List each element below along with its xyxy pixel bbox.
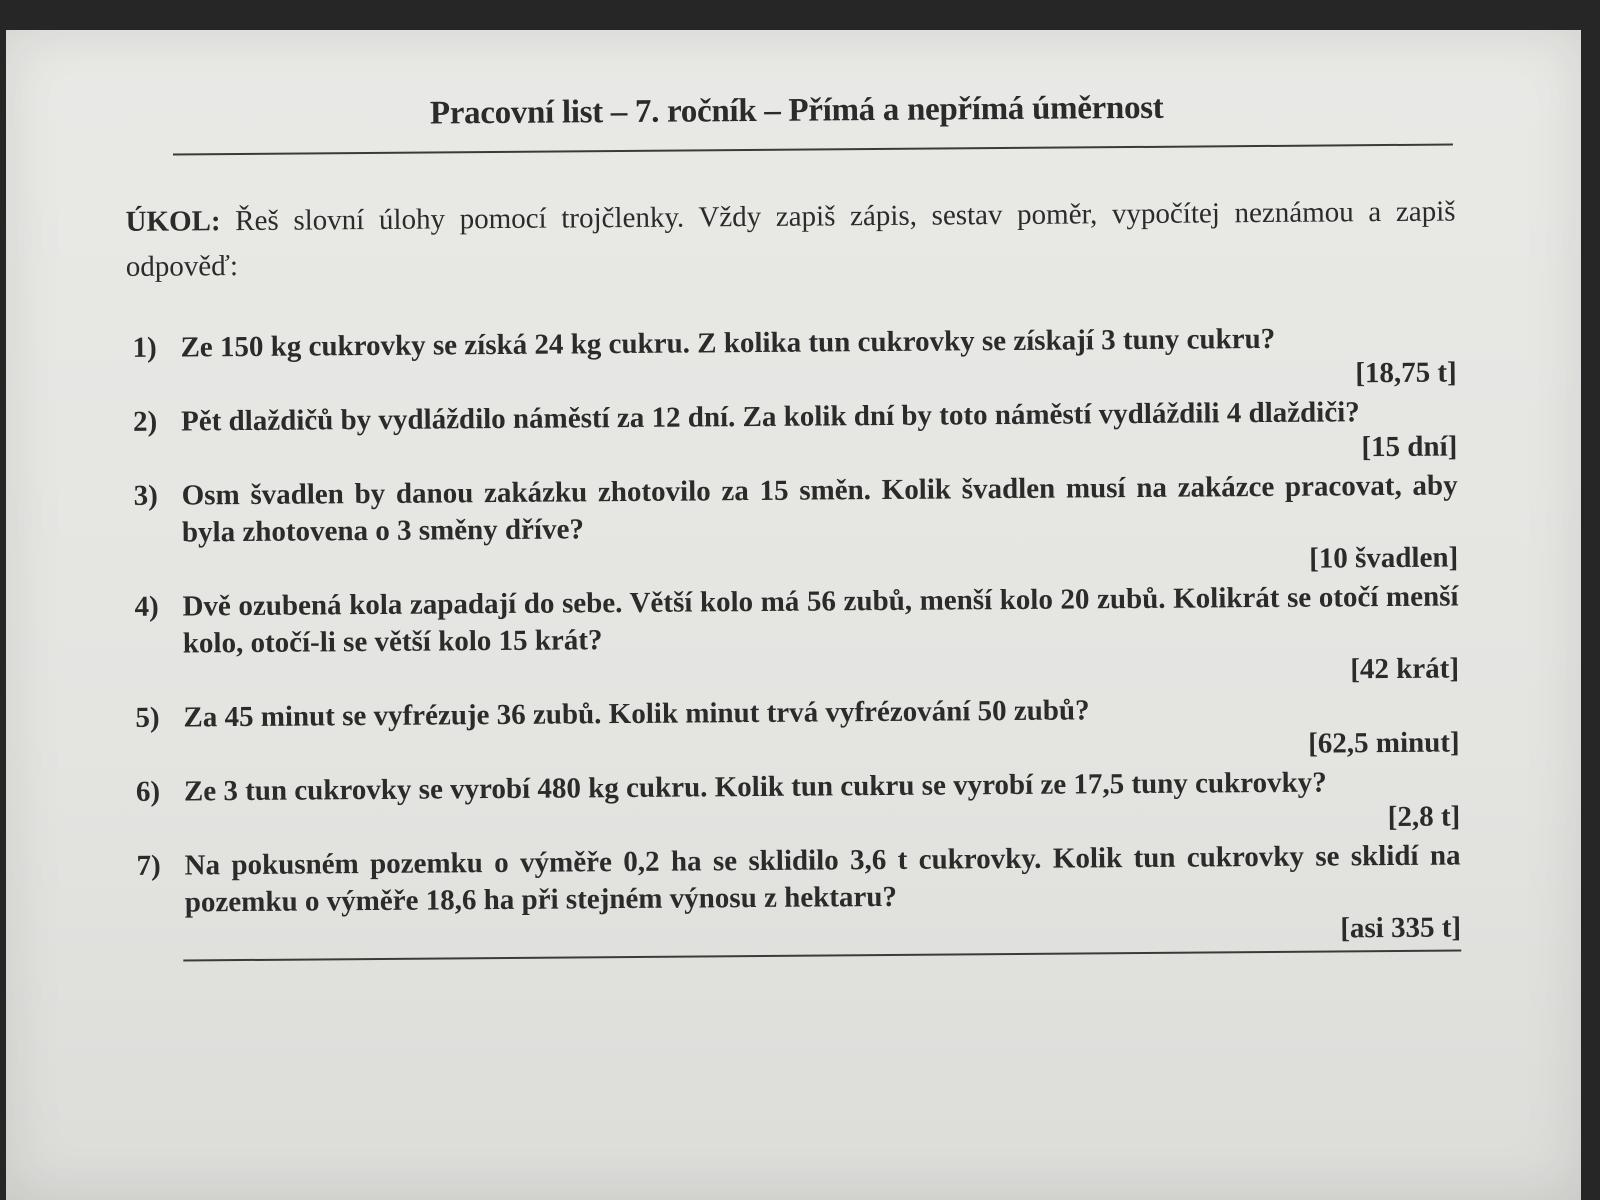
worksheet-page bbox=[6, 30, 1581, 1200]
problem-answer: [42 krát] bbox=[1350, 652, 1460, 686]
problem-answer: [62,5 minut] bbox=[1308, 726, 1460, 760]
task-instructions bbox=[125, 189, 1456, 289]
page-title: Pracovní list – 7. ročník – Přímá a nepřímá úměrnost bbox=[429, 89, 1164, 132]
problem-answer: [15 dní] bbox=[1361, 430, 1458, 464]
problem-number: 6) bbox=[135, 775, 161, 808]
problem-text: Osm švadlen by danou zakázku zhotovilo za 15 směn. Kolik švadlen musí na zakázce pracovat, aby byla zhotovena o 3 směny dříve? bbox=[181, 469, 1458, 549]
problem-text: Ze 3 tun cukrovky se vyrobí 480 kg cukru. Kolik tun cukru se vyrobí ze 17,5 tuny cukrovky? bbox=[183, 766, 1327, 808]
problem-answer: [2,8 t] bbox=[1387, 800, 1461, 834]
task-label: ÚKOL: bbox=[125, 205, 221, 238]
problem-answer: [asi 335 t] bbox=[1340, 911, 1462, 945]
title-divider bbox=[173, 144, 1453, 156]
task-text: Řeš slovní úlohy pomocí trojčlenky. Vždy zapiš zápis, sestav poměr, vypočítej neznámou a zapiš odpověď: bbox=[125, 195, 1456, 283]
problem-number: 4) bbox=[134, 590, 159, 623]
problem-answer: [18,75 t] bbox=[1355, 356, 1457, 390]
problem-number: 3) bbox=[133, 479, 158, 512]
problem-item bbox=[134, 467, 1459, 551]
problem-text: Pět dlaždičů by vydláždilo náměstí za 12 dní. Za kolik dní by toto náměstí vydláždili 4 dlaždiči? bbox=[180, 396, 1360, 438]
worksheet-sheet bbox=[116, 19, 1476, 945]
problem-text: Dvě ozubená kola zapadají do sebe. Větší kolo má 56 zubů, menší kolo 20 zubů. Kolikrát se otočí menší kolo, otočí-li se větší kolo 15 krát? bbox=[182, 580, 1459, 660]
problem-number: 7) bbox=[136, 849, 161, 882]
problem-list bbox=[132, 319, 1461, 958]
problem-number: 1) bbox=[132, 331, 157, 364]
problem-item bbox=[136, 837, 1461, 921]
problem-number: 2) bbox=[132, 405, 158, 438]
problem-number: 5) bbox=[135, 701, 160, 734]
problem-text: Za 45 minut se vyfrézuje 36 zubů. Kolik minut trvá vyfrézování 50 zubů? bbox=[183, 694, 1090, 734]
problem-text: Ze 150 kg cukrovky se získá 24 kg cukru. Z kolika tun cukrovky se získají 3 tuny cukru? bbox=[180, 322, 1276, 364]
problem-item bbox=[134, 578, 1459, 662]
problem-answer: [10 švadlen] bbox=[1309, 541, 1459, 575]
problem-text: Na pokusném pozemku o výměře 0,2 ha se sklidilo 3,6 t cukrovky. Kolik tun cukrovky se sklidí na pozemku o výměře 18,6 ha při stejném výnosu z hektaru? bbox=[184, 839, 1461, 919]
